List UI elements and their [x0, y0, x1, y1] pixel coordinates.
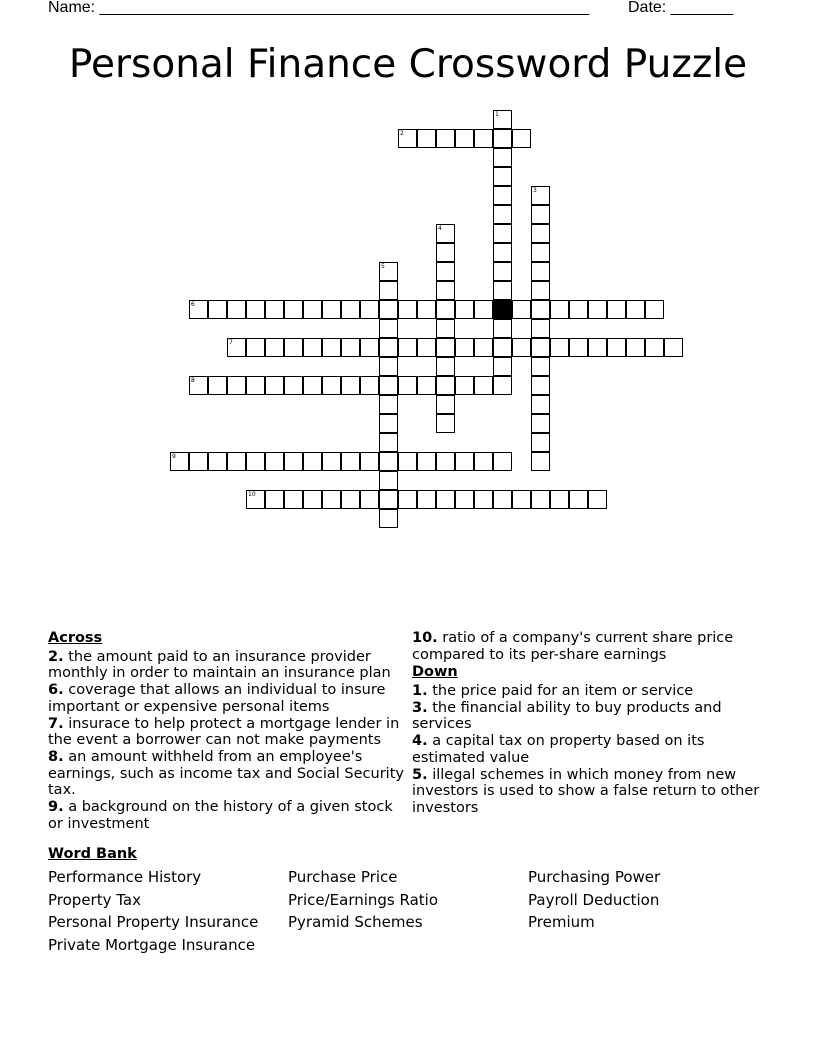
grid-cell[interactable] [436, 243, 455, 262]
grid-cell[interactable] [493, 319, 512, 338]
clue-number-label: 8. [48, 749, 64, 765]
clue-number: 5 [381, 263, 385, 270]
grid-cell[interactable] [512, 129, 531, 148]
grid-cell[interactable] [455, 300, 474, 319]
clue-text: ratio of a company's current share price compared to its per-share earnings [412, 630, 734, 663]
grid-cell[interactable] [531, 186, 550, 205]
grid-cell[interactable] [284, 376, 303, 395]
grid-cell[interactable] [493, 243, 512, 262]
clue-number: 4 [438, 225, 442, 232]
grid-cell[interactable] [493, 110, 512, 129]
clue-number-label: 4. [412, 733, 428, 749]
clue-number-label: 6. [48, 682, 64, 698]
grid-cell[interactable] [436, 376, 455, 395]
clue-number-label: 9. [48, 799, 64, 815]
grid-cell[interactable] [284, 452, 303, 471]
grid-cell[interactable] [626, 338, 645, 357]
grid-cell[interactable] [436, 395, 455, 414]
grid-cell[interactable] [607, 338, 626, 357]
grid-cell[interactable] [531, 395, 550, 414]
grid-cell[interactable] [208, 376, 227, 395]
grid-cell[interactable] [493, 262, 512, 281]
grid-cell[interactable] [265, 338, 284, 357]
grid-cell[interactable] [436, 452, 455, 471]
grid-cell[interactable] [531, 433, 550, 452]
grid-cell[interactable] [569, 490, 588, 509]
grid-cell[interactable] [493, 167, 512, 186]
across-clue [412, 630, 768, 663]
grid-cell[interactable] [436, 338, 455, 357]
grid-cell[interactable] [493, 281, 512, 300]
grid-cell[interactable] [379, 509, 398, 528]
grid-cell[interactable] [607, 300, 626, 319]
clue-text: the price paid for an item or service [427, 682, 694, 699]
grid-cell[interactable] [493, 490, 512, 509]
grid-cell[interactable] [531, 281, 550, 300]
grid-cell[interactable] [341, 452, 360, 471]
grid-cell[interactable] [189, 376, 208, 395]
across-clue [48, 799, 404, 832]
grid-cell[interactable] [379, 376, 398, 395]
grid-cell[interactable] [455, 338, 474, 357]
grid-cell[interactable] [265, 376, 284, 395]
clue-text: coverage that allows an individual to insure important or expensive personal items [48, 682, 386, 715]
grid-cell[interactable] [493, 224, 512, 243]
grid-cell[interactable] [531, 376, 550, 395]
grid-cell[interactable] [474, 376, 493, 395]
grid-cell[interactable] [303, 300, 322, 319]
grid-cell[interactable] [417, 338, 436, 357]
grid-cell[interactable] [379, 433, 398, 452]
grid-cell[interactable] [512, 490, 531, 509]
grid-cell[interactable] [569, 338, 588, 357]
word-bank-title: Word Bank [48, 846, 137, 862]
clue-number-label: 10. [412, 630, 438, 646]
grid-cell[interactable] [360, 490, 379, 509]
clue-number: 7 [229, 339, 233, 346]
grid-cell[interactable] [493, 186, 512, 205]
grid-cell[interactable] [227, 452, 246, 471]
grid-cell[interactable] [379, 262, 398, 281]
grid-cell[interactable] [436, 262, 455, 281]
clue-number-label: 5. [412, 766, 428, 783]
grid-cell[interactable] [436, 357, 455, 376]
grid-cell[interactable] [379, 490, 398, 509]
grid-cell[interactable] [531, 300, 550, 319]
grid-cell[interactable] [436, 414, 455, 433]
grid-cell[interactable] [417, 490, 436, 509]
black-square [493, 300, 512, 319]
across-clue [48, 716, 404, 749]
grid-cell[interactable] [398, 490, 417, 509]
word-bank-entry: Private Mortgage Insurance [48, 935, 256, 954]
grid-cell[interactable] [455, 490, 474, 509]
grid-cell[interactable] [417, 452, 436, 471]
grid-cell[interactable] [208, 452, 227, 471]
grid-cell[interactable] [493, 205, 512, 224]
grid-cell[interactable] [284, 300, 303, 319]
clues-right-column [412, 630, 768, 817]
grid-cell[interactable] [379, 338, 398, 357]
grid-cell[interactable] [379, 300, 398, 319]
grid-cell[interactable] [588, 300, 607, 319]
grid-cell[interactable] [493, 148, 512, 167]
grid-cell[interactable] [436, 300, 455, 319]
grid-cell[interactable] [436, 319, 455, 338]
clue-number-label: 7. [48, 715, 64, 732]
down-clue [412, 767, 768, 817]
grid-cell[interactable] [265, 490, 284, 509]
grid-cell[interactable] [436, 490, 455, 509]
clue-number: 9 [172, 453, 176, 460]
grid-cell[interactable] [550, 338, 569, 357]
across-heading: Across [48, 630, 103, 646]
grid-cell[interactable] [645, 338, 664, 357]
grid-cell[interactable] [474, 490, 493, 509]
grid-cell[interactable] [531, 357, 550, 376]
grid-cell[interactable] [626, 300, 645, 319]
grid-cell[interactable] [379, 281, 398, 300]
grid-cell[interactable] [474, 338, 493, 357]
grid-cell[interactable] [379, 414, 398, 433]
down-clue [412, 683, 768, 700]
across-clue [48, 682, 404, 715]
across-clue [48, 649, 404, 682]
grid-cell[interactable] [455, 376, 474, 395]
grid-cell[interactable] [493, 357, 512, 376]
grid-cell[interactable] [303, 452, 322, 471]
grid-cell[interactable] [474, 452, 493, 471]
grid-cell[interactable] [493, 452, 512, 471]
grid-cell[interactable] [417, 300, 436, 319]
grid-cell[interactable] [550, 300, 569, 319]
grid-cell[interactable] [417, 129, 436, 148]
clue-number-label: 1. [412, 682, 428, 699]
grid-cell[interactable] [360, 376, 379, 395]
clue-text: an amount withheld from an employee's earnings, such as income tax and Social Security tax. [48, 749, 404, 798]
grid-cell[interactable] [398, 129, 417, 148]
word-bank-entry: Pyramid Schemes [288, 913, 423, 932]
grid-cell[interactable] [246, 338, 265, 357]
grid-cell[interactable] [455, 129, 474, 148]
grid-cell[interactable] [531, 338, 550, 357]
date-field-label: Date: _______ [628, 0, 733, 16]
grid-cell[interactable] [436, 129, 455, 148]
grid-cell[interactable] [322, 376, 341, 395]
grid-cell[interactable] [531, 414, 550, 433]
grid-cell[interactable] [322, 452, 341, 471]
grid-cell[interactable] [246, 490, 265, 509]
grid-cell[interactable] [398, 338, 417, 357]
grid-cell[interactable] [531, 490, 550, 509]
grid-cell[interactable] [531, 243, 550, 262]
grid-cell[interactable] [493, 338, 512, 357]
word-bank-entry: Price/Earnings Ratio [288, 890, 439, 909]
grid-cell[interactable] [531, 205, 550, 224]
clue-number: 3 [533, 187, 537, 194]
word-bank-column-2 [288, 866, 438, 934]
clue-text: illegal schemes in which money from new investors is used to show a false return to other investors [412, 766, 760, 816]
grid-cell[interactable] [398, 300, 417, 319]
word-bank-entry: Personal Property Insurance [48, 913, 259, 932]
grid-cell[interactable] [360, 338, 379, 357]
grid-cell[interactable] [303, 490, 322, 509]
grid-cell[interactable] [265, 300, 284, 319]
grid-cell[interactable] [512, 300, 531, 319]
down-clue [412, 733, 768, 766]
clue-number-label: 3. [412, 699, 428, 716]
clue-number-label: 2. [48, 648, 64, 665]
across-clue [48, 749, 404, 799]
grid-cell[interactable] [436, 281, 455, 300]
grid-cell[interactable] [341, 376, 360, 395]
page-title: Personal Finance Crossword Puzzle [68, 42, 748, 87]
grid-cell[interactable] [474, 300, 493, 319]
grid-cell[interactable] [379, 319, 398, 338]
word-bank-entry: Premium [528, 913, 595, 932]
grid-cell[interactable] [341, 338, 360, 357]
grid-cell[interactable] [379, 395, 398, 414]
grid-cell[interactable] [189, 300, 208, 319]
grid-cell[interactable] [379, 471, 398, 490]
grid-cell[interactable] [550, 490, 569, 509]
clue-text: a background on the history of a given stock or investment [48, 799, 393, 832]
grid-cell[interactable] [246, 452, 265, 471]
grid-cell[interactable] [208, 300, 227, 319]
grid-cell[interactable] [341, 300, 360, 319]
grid-cell[interactable] [379, 452, 398, 471]
clues-left-column [48, 630, 404, 833]
grid-cell[interactable] [588, 338, 607, 357]
grid-cell[interactable] [493, 129, 512, 148]
grid-cell[interactable] [303, 376, 322, 395]
grid-cell[interactable] [322, 490, 341, 509]
grid-cell[interactable] [284, 338, 303, 357]
word-bank-entry: Purchase Price [288, 868, 398, 886]
word-bank-column-1 [48, 866, 258, 956]
word-bank-entry: Payroll Deduction [528, 890, 660, 909]
down-clue-list [412, 683, 768, 817]
grid-cell[interactable] [417, 376, 436, 395]
grid-cell[interactable] [303, 338, 322, 357]
clue-number: 6 [191, 301, 195, 308]
clue-number: 10 [248, 491, 256, 498]
clue-text: the amount paid to an insurance provider monthly in order to maintain an insurance plan [48, 648, 391, 681]
grid-cell[interactable] [246, 300, 265, 319]
word-bank-entry: Performance History [48, 868, 202, 886]
clue-text: the financial ability to buy products and services [412, 699, 722, 732]
grid-cell[interactable] [588, 490, 607, 509]
across-clue-list [48, 649, 404, 833]
word-bank-entry: Property Tax [48, 890, 141, 909]
word-bank-column-3 [528, 866, 660, 934]
clue-number: 8 [191, 377, 195, 384]
grid-cell[interactable] [455, 452, 474, 471]
clue-text: insurace to help protect a mortgage lender in the event a borrower can not make payments [48, 715, 400, 748]
grid-cell[interactable] [436, 224, 455, 243]
grid-cell[interactable] [645, 300, 664, 319]
grid-cell[interactable] [531, 224, 550, 243]
grid-cell[interactable] [322, 300, 341, 319]
grid-cell[interactable] [360, 452, 379, 471]
grid-cell[interactable] [341, 490, 360, 509]
grid-cell[interactable] [398, 376, 417, 395]
grid-cell[interactable] [227, 338, 246, 357]
grid-cell[interactable] [284, 490, 303, 509]
grid-cell[interactable] [227, 300, 246, 319]
grid-cell[interactable] [531, 452, 550, 471]
grid-cell[interactable] [265, 452, 284, 471]
grid-cell[interactable] [360, 300, 379, 319]
clue-number: 1 [495, 111, 499, 118]
grid-cell[interactable] [664, 338, 683, 357]
name-field-label: Name: _______________________________________________________ [48, 0, 589, 16]
clue-text: a capital tax on property based on its estimated value [412, 733, 705, 766]
grid-cell[interactable] [170, 452, 189, 471]
grid-cell[interactable] [493, 376, 512, 395]
grid-cell[interactable] [246, 376, 265, 395]
across-clue-list-continued [412, 630, 768, 663]
grid-cell[interactable] [227, 376, 246, 395]
grid-cell[interactable] [322, 338, 341, 357]
grid-cell[interactable] [474, 129, 493, 148]
grid-cell[interactable] [531, 262, 550, 281]
grid-cell[interactable] [531, 319, 550, 338]
down-heading: Down [412, 664, 458, 680]
grid-cell[interactable] [189, 452, 208, 471]
down-clue [412, 700, 768, 733]
grid-cell[interactable] [569, 300, 588, 319]
grid-cell[interactable] [512, 338, 531, 357]
grid-cell[interactable] [398, 452, 417, 471]
grid-cell[interactable] [379, 357, 398, 376]
clue-number: 2 [400, 130, 404, 137]
word-bank-entry: Purchasing Power [528, 868, 661, 886]
